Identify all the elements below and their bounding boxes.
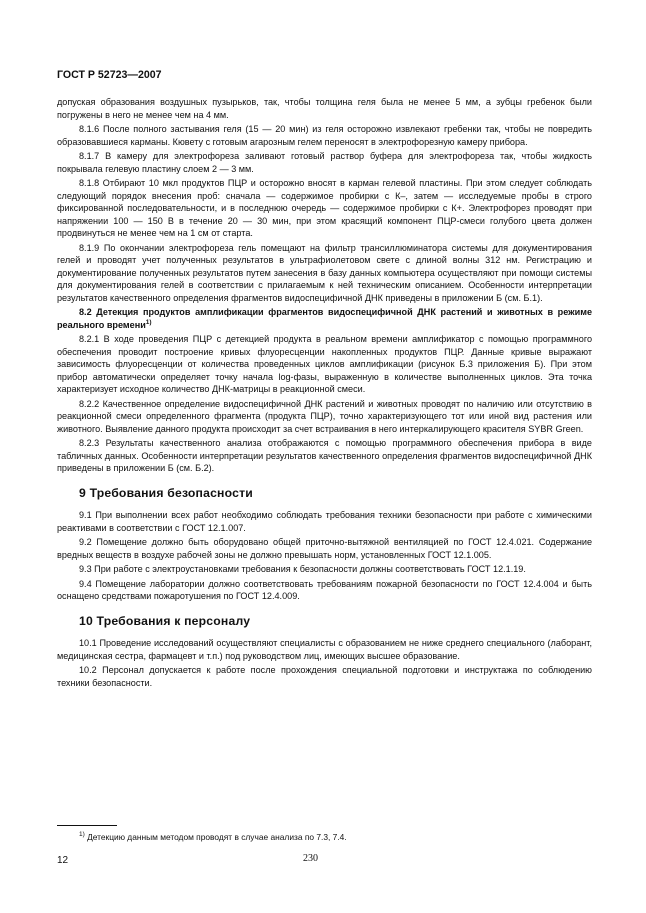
footnote [79,832,347,842]
page-number: 12 [57,855,69,866]
footnote-ref: 1) [145,318,152,326]
paragraph-continuation: допуская образования воздушных пузырьков, так, чтобы толщина геля была не менее 5 мм, а зубцы гребенок были погружены в него не менее чем на 4 мм. [57,97,592,120]
paragraph-10-1: 10.1 Проведение исследований осуществляют специалисты с образованием не ниже среднего специального (лаборант, медицинская сестра, фармацевт и т.п.) под руководством лиц, имеющих высшее образование. [57,638,592,661]
footnote-text: Детекцию данным методом проводят в случае анализа по 7.3, 7.4. [87,832,347,842]
footnote-divider [57,825,117,826]
paragraph-8-2-3: 8.2.3 Результаты качественного анализа отображаются с помощью программного обеспечения прибора в виде табличных данных. Особенности интерпретации результатов качественного определения фрагментов видоспецифичной ДНК приведены в приложении Б (см. Б.2). [57,438,592,473]
page-content [57,96,592,691]
footnote-marker: 1) [79,831,85,838]
paragraph-8-2-2: 8.2.2 Качественное определение видоспецифичной ДНК растений и животных проводят по наличию или отсутствию в реакционной смеси определенного фрагмента (продукта ПЦР), точно характеризующего тот или иной вид растения или животного. Выявление данного продукта происходит за счет встраивания в него интеркалирующего красителя SYBR Green. [57,398,592,434]
paragraph-8-1-9: 8.1.9 По окончании электрофореза гель помещают на фильтр трансиллюминатора системы для документирования гелей и проводят учет полученных результатов в ультрафиолетовом свете с длиной волны 312 нм. Регистрацию и документирование полученных результатов путем занесения в базу данных компьютера осуществляют при помощи системы для документирования гелей в соответствии с прилагаемым к ней техническим описанием. Особенности интерпретации результатов качественного определения фрагментов видоспецифичной ДНК приведены в приложении Б (см. Б.1). [57,242,592,303]
subsection-8-2-title: 8.2 Детекция продуктов амплификации фрагментов видоспецифичной ДНК растений и животных в режиме реального времени [57,307,592,330]
paragraph-9-3: 9.3 При работе с электроустановками требования к безопасности должны соответствовать ГОСТ 12.1.19. [79,564,526,574]
paragraph-9-4: 9.4 Помещение лаборатории должно соответствовать требованиям пожарной безопасности по ГОСТ 12.4.004 и быть оснащено средствами пожаротушения по ГОСТ 12.4.009. [57,578,592,601]
paragraph-9-2: 9.2 Помещение должно быть оборудовано общей приточно-вытяжной вентиляцией по ГОСТ 12.4.021. Содержание вредных веществ в воздухе рабочей зоны не должно превышать норм, установленных ГОСТ 12.1.005. [57,537,592,560]
subsection-8-2-heading [57,306,592,331]
paragraph-8-1-8: 8.1.8 Отбирают 10 мкл продуктов ПЦР и осторожно вносят в карман гелевой пластины. При этом следует соблюдать следующий порядок внесения проб: сначала — содержимое пробирки с К–, затем — исследуемые пробы в строго фиксированной последовательности, и в последнюю очередь — содержимое пробирки с К+. Электрофорез проводят при напряжении 100 — 150 В в течение 20 — 30 мин, при этом красящий компонент ПЦР-смеси голубого цвета должен продвинуться не менее чем на 1 см от старта. [57,178,592,238]
paragraph-10-2: 10.2 Персонал допускается к работе после прохождения специальной подготовки и инструктажа по соблюдению техники безопасности. [57,665,592,688]
paragraph-8-2-1: 8.2.1 В ходе проведения ПЦР с детекцией продукта в реальном времени амплификатор с помощью программного обеспечения проводит построение кривых флуоресценции накопленных продуктов ПЦР. Данные кривые выражают зависимость флуоресценции от количества проведенных циклов амплификации (рисунок Б.3 приложения Б). При этом прибор автоматически определяет точку начала log-фазы, выраженную в количестве выполненных циклов. Эта точка характеризует исходное количество ДНК-матрицы в реакционной смеси. [57,334,592,394]
section-9-title: 9 Требования безопасности [79,485,253,500]
paragraph-8-1-7: 8.1.7 В камеру для электрофореза заливают готовый раствор буфера для электрофореза так, чтобы жидкость покрывала гелевую пластину слоем 2 — 3 мм. [57,151,592,174]
paragraph-9-1: 9.1 При выполнении всех работ необходимо соблюдать требования техники безопасности при работе с химическими реактивами в соответствии с ГОСТ 12.1.007. [57,510,592,533]
section-10-title: 10 Требования к персоналу [79,613,251,628]
archive-page-number: 230 [303,853,318,864]
document-header: ГОСТ Р 52723—2007 [57,69,162,81]
paragraph-8-1-6: 8.1.6 После полного застывания геля (15 — 20 мин) из геля осторожно извлекают гребенки так, чтобы не повредить образовавшиеся карманы. Кювету с готовым агарозным гелем переносят в электрофорезную камеру прибора. [57,124,592,147]
